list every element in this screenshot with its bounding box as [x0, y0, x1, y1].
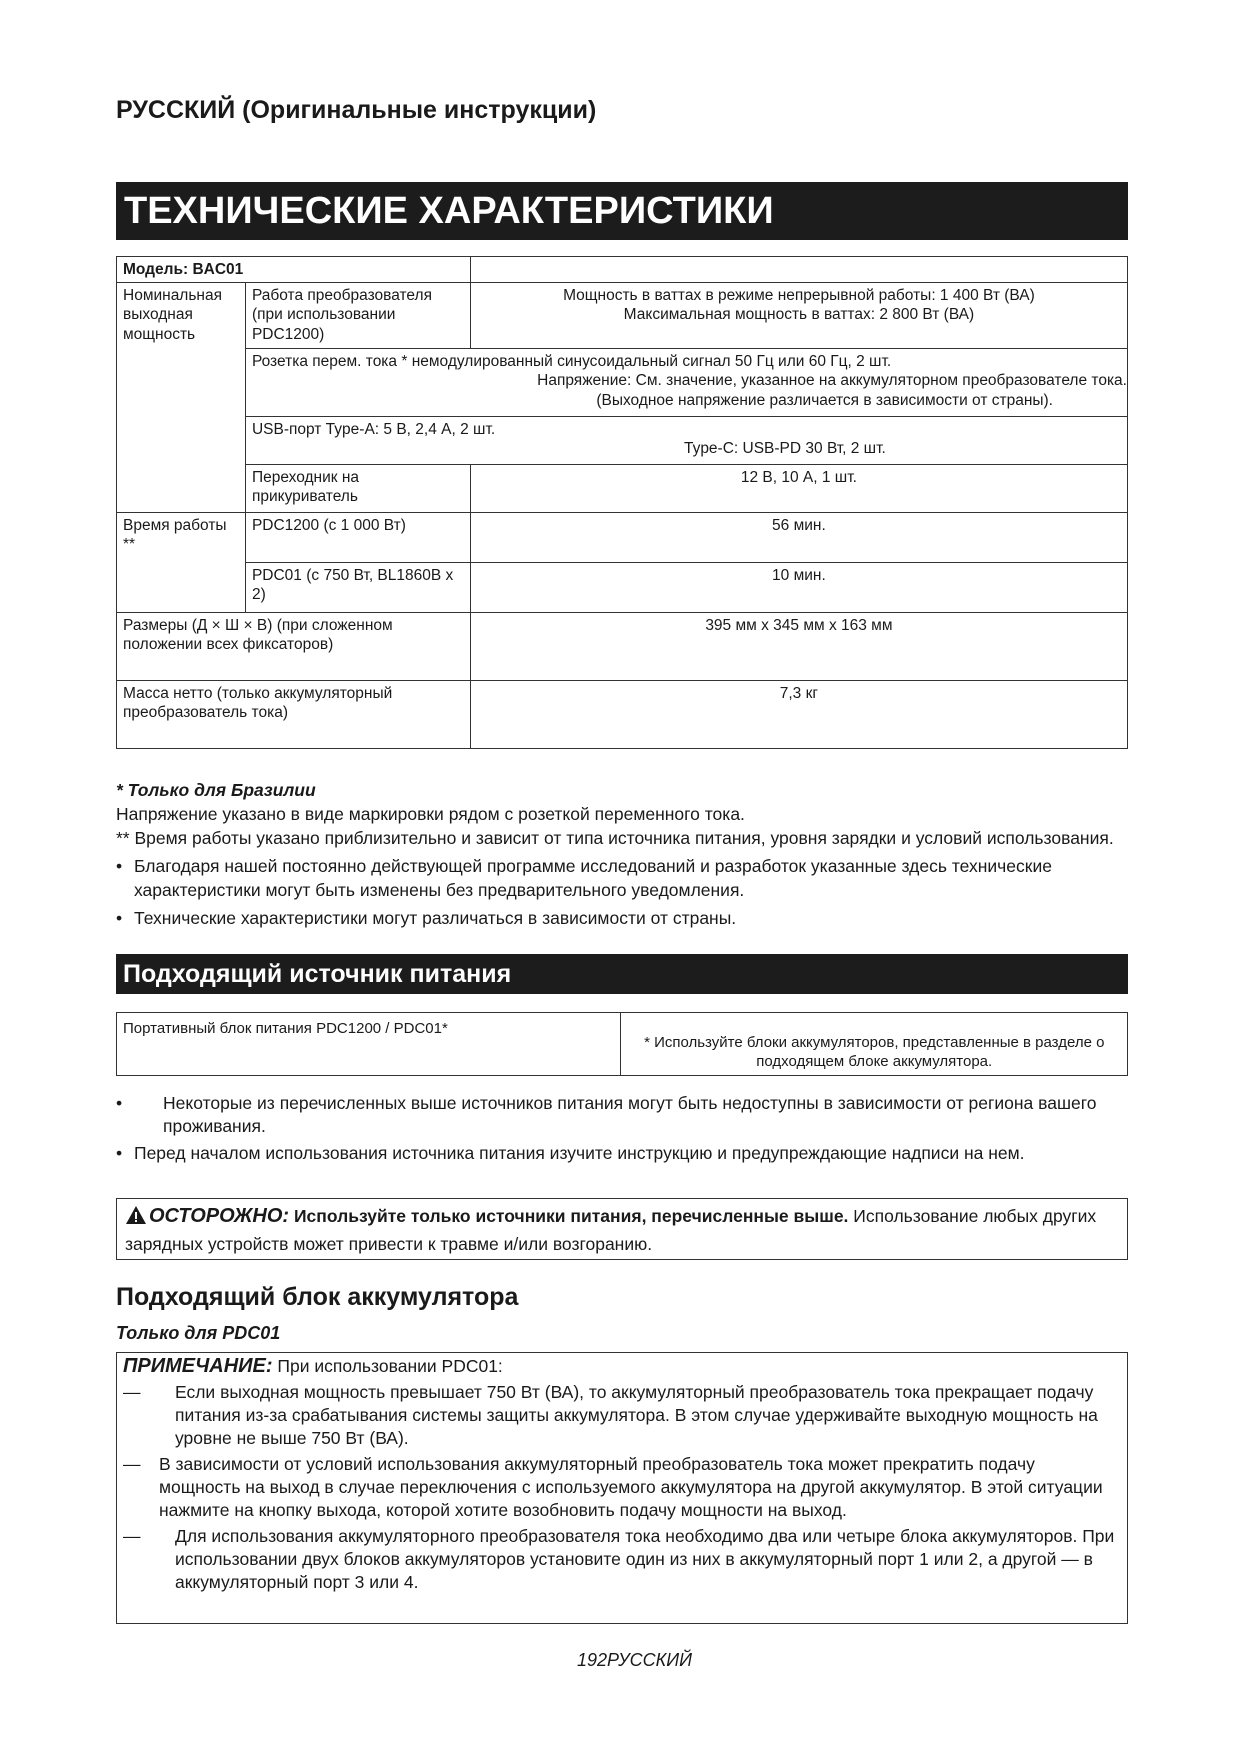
usb-port-cell — [245, 416, 1127, 464]
weight-value: 7,3 кг — [470, 680, 1127, 748]
dash-marker: — — [123, 1382, 141, 1402]
list-item — [116, 906, 1136, 930]
table-row — [117, 562, 1128, 612]
power-source-table — [116, 1012, 1128, 1076]
warning-text: Использование любых других зарядных устройств может привести к травме и/или возгоранию. — [125, 1206, 1097, 1254]
model-cell: Модель: BAC01 — [117, 257, 471, 283]
note-item-2: В зависимости от условий использования аккумуляторный преобразователь тока может прекратить подачу мощность на выход в случае переключения с используемого аккумулятора на другой аккумулятор. В этой ситуации нажмите на кнопку выхода, которой хотите возобновить подачу мощности на выход. — [159, 1454, 1103, 1520]
table-row — [117, 680, 1128, 748]
battery-section-title: Подходящий блок аккумулятора — [116, 1283, 519, 1311]
runtime-pdc1200-value: 56 мин. — [470, 512, 1127, 562]
weight-label: Масса нетто (только аккумуляторный преобразователь тока) — [117, 680, 471, 748]
brazil-text: Напряжение указано в виде маркировки рядом с розеткой переменного тока. — [116, 804, 745, 824]
list-item — [123, 1525, 1121, 1594]
table-row — [117, 464, 1128, 512]
page-number: 192 — [576, 1650, 607, 1670]
note-item-1: Если выходная мощность превышает 750 Вт (ВА), то аккумуляторный преобразователь тока прекращает подачу питания из-за срабатывания системы защиты аккумулятора. В этом случае удерживайте выходную мощность на уровне не выше 750 Вт (ВА). — [175, 1382, 1098, 1448]
note-title: ПРИМЕЧАНИЕ: — [123, 1355, 273, 1377]
country-note: Технические характеристики могут различаться в зависимости от страны. — [134, 908, 737, 928]
inverter-label: Работа преобразователя (при использовании PDC1200) — [245, 282, 470, 348]
footnotes — [116, 778, 1136, 930]
warning-bold-text: Используйте только источники питания, перечисленные выше. — [293, 1206, 849, 1226]
list-item — [123, 1453, 1121, 1522]
table-row — [117, 348, 1128, 416]
rated-output-label: Номинальная выходная мощность — [117, 282, 246, 512]
dimensions-value: 395 мм x 345 мм x 163 мм — [470, 612, 1127, 680]
spec-change-note: Благодаря нашей постоянно действующей программе исследований и разработок указанные здесь технические характеристики могут быть изменены без предварительного уведомления. — [134, 856, 1052, 900]
read-instructions-note: Перед началом использования источника питания изучите инструкцию и предупреждающие надписи на нем. — [134, 1143, 1025, 1163]
ac-outlet-line-1: Розетка перем. тока * немодулированный синусоидальный сигнал 50 Гц или 60 Гц, 2 шт. — [251, 352, 892, 370]
runtime-label: Время работы ** — [117, 512, 246, 612]
dash-marker: — — [123, 1454, 141, 1474]
list-item — [123, 1381, 1121, 1450]
power-source-banner: Подходящий источник питания — [116, 954, 1128, 994]
brazil-title: * Только для Бразилии — [116, 780, 316, 800]
language-title: РУССКИЙ (Оригинальные инструкции) — [116, 96, 597, 124]
battery-subtitle: Только для PDC01 — [116, 1323, 281, 1343]
bullet-icon: • — [116, 856, 123, 876]
warning-box — [116, 1198, 1128, 1260]
table-row — [117, 257, 1128, 283]
list-item — [116, 1142, 1128, 1165]
car-adapter-value: 12 В, 10 А, 1 шт. — [470, 464, 1127, 512]
specifications-banner: ТЕХНИЧЕСКИЕ ХАРАКТЕРИСТИКИ — [116, 182, 1128, 240]
inverter-value — [470, 282, 1127, 348]
note-intro: При использовании PDC01: — [277, 1356, 503, 1376]
dash-marker: — — [123, 1526, 141, 1546]
bullet-icon: • — [116, 908, 123, 928]
table-row — [117, 416, 1128, 464]
page-footer — [0, 1650, 1241, 1671]
table-row — [117, 1013, 1128, 1076]
warning-title: ОСТОРОЖНО: — [149, 1205, 290, 1227]
power-source-notes — [116, 1092, 1128, 1169]
note-item-3: Для использования аккумуляторного преобразователя тока необходимо два или четыре блока аккумуляторов. При использовании двух блоков аккумуляторов установите один из них в аккумуляторный порт 1 или 2, а другой — в аккумуляторный порт 3 или 4. — [175, 1526, 1115, 1592]
bullet-icon: • — [116, 1143, 123, 1163]
ac-outlet-line-2: Напряжение: См. значение, указанное на аккумуляторном преобразователе тока. — [537, 372, 1127, 389]
power-source-note-cell: * Используйте блоки аккумуляторов, представленные в разделе о подходящем блоке аккумулятора. — [621, 1013, 1128, 1076]
inverter-max-power: Максимальная мощность в ваттах: 2 800 Вт (ВА) — [623, 306, 975, 323]
usb-type-a-line: USB-порт Type-A: 5 В, 2,4 А, 2 шт. — [251, 420, 496, 438]
model-empty-cell — [470, 257, 1127, 283]
dimensions-label: Размеры (Д × Ш × В) (при сложенном положении всех фиксаторов) — [117, 612, 471, 680]
runtime-note: ** Время работы указано приблизительно и зависит от типа источника питания, уровня зарядки и условий использования. — [116, 828, 1114, 848]
table-row — [117, 282, 1128, 348]
table-row — [117, 512, 1128, 562]
bullet-icon: • — [116, 1093, 123, 1113]
note-box — [116, 1352, 1128, 1624]
usb-type-c-line: Type-C: USB-PD 30 Вт, 2 шт. — [683, 440, 886, 457]
list-item — [116, 854, 1136, 902]
car-adapter-label: Переходник на прикуриватель — [245, 464, 470, 512]
table-row — [117, 612, 1128, 680]
runtime-pdc01-label: PDC01 (с 750 Вт, BL1860B x 2) — [245, 562, 470, 612]
inverter-continuous-power: Мощность в ваттах в режиме непрерывной работы: 1 400 Вт (ВА) — [563, 286, 1035, 304]
runtime-pdc1200-label: PDC1200 (с 1 000 Вт) — [245, 512, 470, 562]
specifications-table — [116, 256, 1128, 749]
ac-outlet-cell — [245, 348, 1127, 416]
list-item — [116, 1092, 1128, 1138]
ac-outlet-line-3: (Выходное напряжение различается в зависимости от страны). — [596, 391, 1053, 409]
runtime-pdc01-value: 10 мин. — [470, 562, 1127, 612]
availability-note: Некоторые из перечисленных выше источников питания могут быть недоступны в зависимости от региона вашего проживания. — [163, 1093, 1097, 1136]
footer-language: РУССКИЙ — [606, 1650, 693, 1670]
warning-triangle-icon — [125, 1205, 147, 1232]
power-source-cell: Портативный блок питания PDC1200 / PDC01* — [117, 1013, 621, 1076]
